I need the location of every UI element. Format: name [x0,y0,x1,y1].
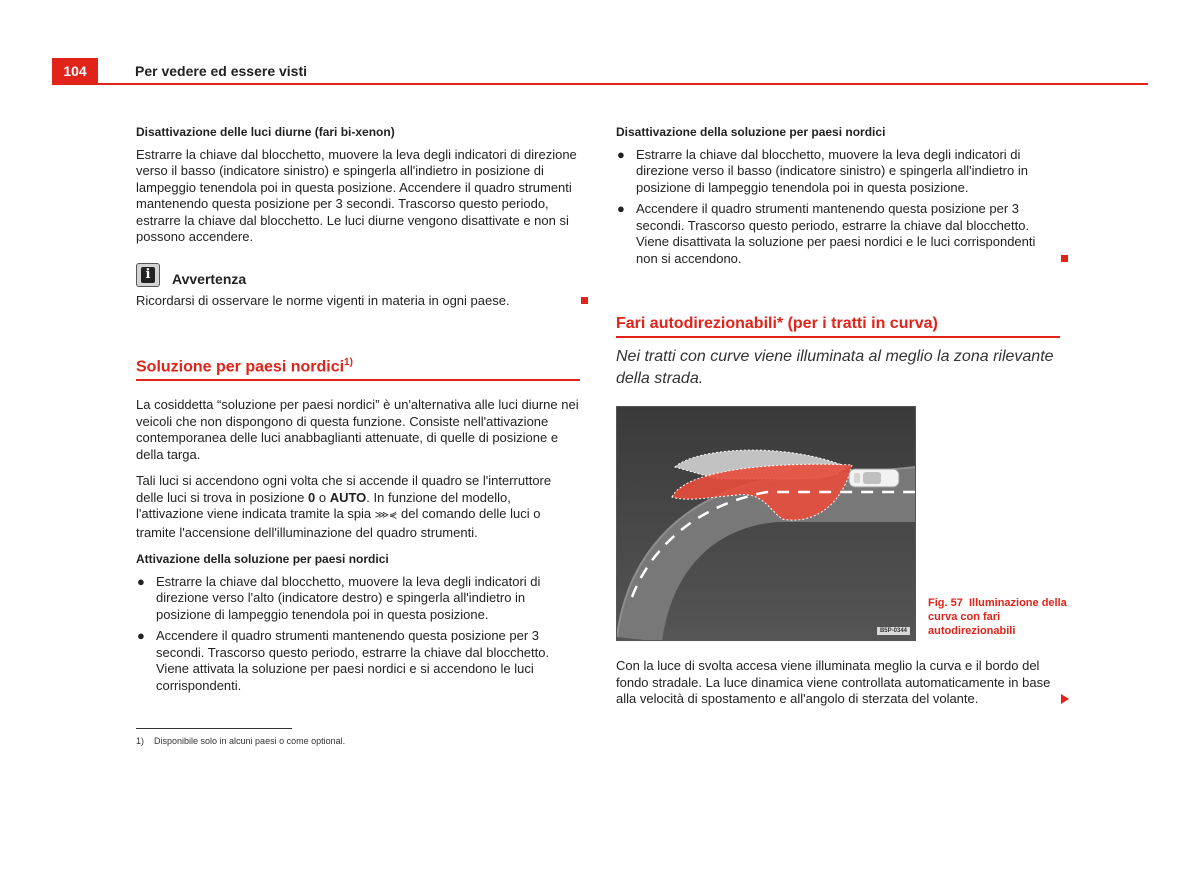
nordic-activation-paragraph [136,473,580,541]
deactivation-daytime-text: Estrarre la chiave dal blocchetto, muovere la leva degli indicatori di direzione verso il basso (indicatore sinistro) e spingerla all'indietro in posizione di lampeggio tenendola poi in questa posizione. Accendere il quadro strumenti mantenendo questa posizione per 3 secondi. Trascorso questo periodo, estrarre la chiave dal blocchetto. Le luci diurne vengono disattivate e non si possono accendere. [136,146,577,244]
deactivation-daytime-heading: Disattivazione delle luci diurne (fari bi-xenon) [136,125,395,139]
footnote-rule [136,728,292,729]
section-title-nordic-text: Soluzione per paesi nordici [136,358,345,376]
info-icon: i [136,263,160,287]
cornering-illustration [617,407,916,641]
list-item [136,574,580,624]
note-text: Ricordarsi di osservare le norme vigenti in materia in ogni paese. [136,293,510,308]
para2-part-c: del comando delle luci o tramite l'accensione dell'illuminazione del quadro strumenti. [136,506,541,540]
list-item [616,201,1060,267]
section-title-cornering: Fari autodirezionabili* (per i tratti in curva) [616,315,938,332]
continue-arrow-icon [1061,694,1069,704]
section-rule-cornering [616,336,1060,338]
list-item-text: Accendere il quadro strumenti mantenendo questa posizione per 3 secondi. Trascorso questo periodo, estrarre la chiave dal blocchetto. Viene disattivata la soluzione per paesi nordici e le luci corrispondenti non si accendono. [636,201,1036,266]
deactivation-nordic-list [616,147,1060,268]
para2-part-a: Tali luci si accendono ogni volta che si accende il quadro se l'interruttore delle luci si trova in posizione [136,473,552,505]
bullet-icon: ● [617,146,625,162]
caption-label: Fig. 57 [928,597,963,609]
page-number: 104 [52,58,98,83]
bullet-icon: ● [617,201,625,216]
figure-caption [928,596,1068,638]
figure-tag: B5P-0344 [877,627,910,635]
section-title-nordic [136,357,353,376]
car-icon [849,469,899,487]
activation-list [136,574,580,695]
footnote-text: Disponibile solo in alcuni paesi o come optional. [154,736,346,746]
list-item [616,147,1060,197]
cornering-body-text: Con la luce di svolta accesa viene illuminata meglio la curva e il bordo del fondo stradale. La luce dinamica viene controllata automaticamente in base alla velocità di spostamento e all'angolo di sterzata del volante. [616,658,1051,706]
light-indicator-icon: ⋙⋞ [374,510,398,521]
deactivation-nordic-heading: Disattivazione della soluzione per paesi nordici [616,125,886,139]
left-column-top [136,124,580,256]
left-column-body [136,397,580,699]
section-rule-nordic [136,379,580,381]
para2-part-b: . In funzione del modello, l'attivazione viene indicata tramite la spia [136,489,511,521]
caption-text: Illuminazione della curva con fari autodirezionabili [928,597,1067,637]
para2-or: o [315,489,330,505]
switch-position-0: 0 [307,489,316,505]
chapter-title: Per vedere ed essere visti [135,63,308,79]
footnote-ref: 1) [344,357,353,368]
list-item-text: Estrarre la chiave dal blocchetto, muovere la leva degli indicatori di direzione verso il basso (indicatore sinistro) e spingerla all'indietro in posizione di lampeggio tenendola poi in questa posizione. [636,146,1028,195]
list-item-text: Estrarre la chiave dal blocchetto, muovere la leva degli indicatori di direzione verso l'alto (indicatore destro) e spingerla all'indietro in posizione di lampeggio tenendola poi in questa posizione. [156,573,541,622]
bullet-icon: ● [137,628,145,643]
header-rule [52,83,1148,85]
list-item-text: Accendere il quadro strumenti mantenendo questa posizione per 3 secondi. Trascorso questo periodo, estrarre la chiave dal blocchetto. Viene attivata la soluzione per paesi nordici e si accendono le luci corrispondenti. [156,628,550,693]
footnote-mark: 1) [136,736,145,746]
section-lead: Nei tratti con curve viene illuminata al meglio la zona rilevante della strada. [616,348,1054,387]
note-title: Avvertenza [172,271,247,287]
page-header [52,58,1148,86]
footnote [136,736,345,746]
right-column-top [616,124,1060,272]
bullet-icon: ● [137,573,145,589]
end-marker [581,297,588,304]
cornering-light-figure [616,406,916,641]
list-item [136,628,580,694]
switch-position-auto: AUTO [329,489,367,505]
nordic-intro-paragraph: La cosiddetta “soluzione per paesi nordici” è un'alternativa alle luci diurne nei veicoli che non dispongono di questa funzione. Consiste nell'attivazione contemporanea delle luci anabbaglianti attenuate, di quelle di posizione e della targa. [136,397,579,462]
activation-heading: Attivazione della soluzione per paesi nordici [136,552,389,566]
end-marker [1061,255,1068,262]
